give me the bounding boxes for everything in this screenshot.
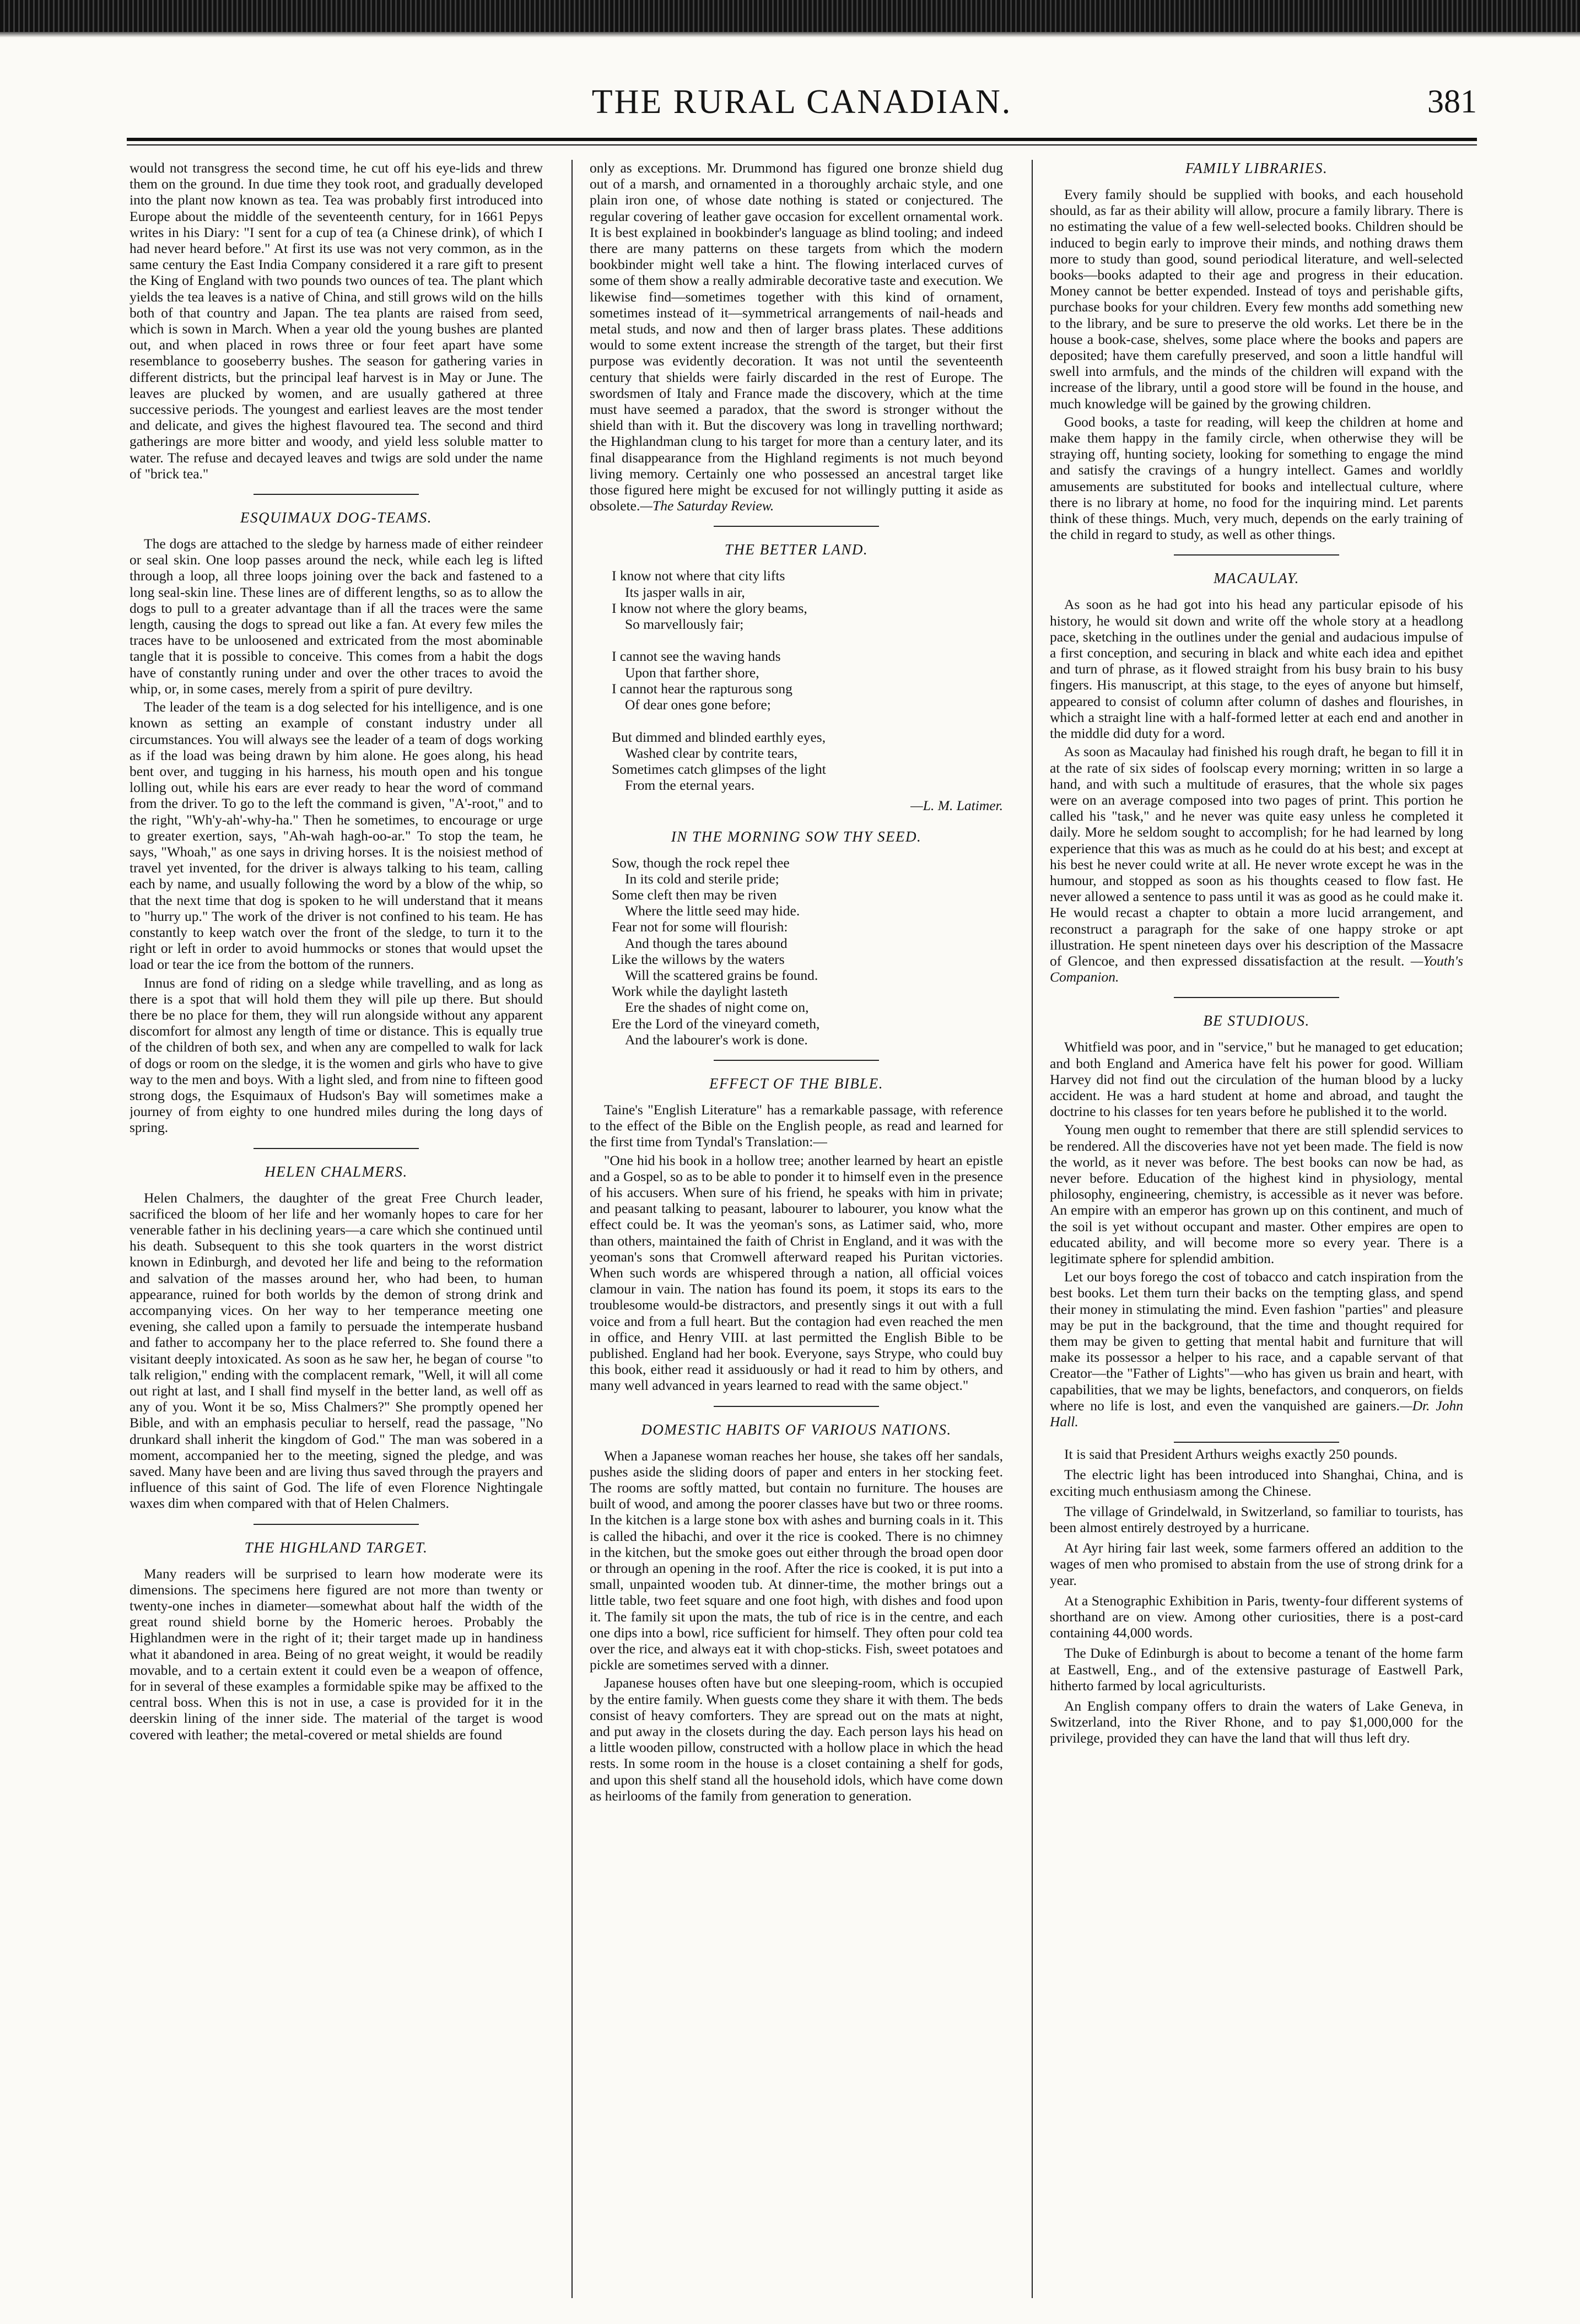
- poem-morning-sow: [612, 855, 1003, 1048]
- poem-line: Will the scattered grains be found.: [625, 967, 818, 983]
- tea-article-continuation: would not transgress the second time, he cut off his eye-lids and threw them on the ground. In due time they took root, and gradually developed into the plant now known as tea. Tea was probably first introduced into Europe about the middle of the seventeenth century, for in 1661 Pepys writes in his Diary: "I sent for a cup of tea (a Chinese drink), of which I had never heard before." At first its use was not very common, as in the same century the East India Company considered it a rare gift to present the King of England with two pounds two ounces of tea. The plant which yields the tea leaves is a native of China, and still grows wild on the hills both of that country and Japan. The tea plants are raised from seed, which is sown in March. When a year old the young bushes are planted out, and when placed in rows three or four feet apart have some resemblance to gooseberry bushes. The season for gathering varies in different districts, but the principal leaf harvest is in May or June. The leaves are plucked by women, and are usually gathered at three successive periods. The youngest and earliest leaves are the most tender and delicate, and gives the highest flavoured tea. The second and third gatherings are more bitter and woody, and yield less soluble matter to water. The refuse and decayed leaves and twigs are sold under the name of "brick tea.": [130, 160, 543, 482]
- paragraph: Young men ought to remember that there are still splendid services to be rendered. All the discoveries have not yet been made. The field is now the world, as it never was before. The best books can now be had, as never before. Education of the highest kind in physiology, mental philosophy, engineering, chemistry, is accessible as it never was before. An empire with an emperor has grown up on this continent, and much of the soil is yet without occupant and master. Other empires are open to educated ability, and will become more so every year. There is a legitimate sphere for splendid ambition.: [1050, 1121, 1463, 1266]
- poem-line: [612, 713, 1003, 729]
- poem-line: Sow, though the rock repel thee: [612, 854, 790, 871]
- paragraph: Good books, a taste for reading, will keep the children at home and make them happy in the family circle, when otherwise they will be straying off, hunting society, looking for something to engage the mind and satisfy the cravings of a hungry intellect. Games and worldly amusements are substituted for books and intellectual culture, where there is no library at home, no food for the inquiring mind. Let parents think of these things. Much, very much, depends on the early training of the child in regard to study, as well as other things.: [1050, 413, 1463, 543]
- heading-better-land: THE BETTER LAND.: [724, 541, 869, 558]
- poem-line: Some cleft then may be riven: [612, 886, 777, 903]
- poem-line: I know not where that city lifts: [612, 568, 785, 584]
- source-credit: —The Saturday Review.: [640, 498, 774, 514]
- author-credit: —Dr. John Hall.: [1050, 1397, 1463, 1430]
- news-brief: It is said that President Arthurs weighs exactly 250 pounds.: [1064, 1446, 1398, 1463]
- paragraph-text: Let our boys forego the cost of tobacco and catch inspiration from the best books. Let them turn their backs on the tempting glass, and spend their money in stimulating the mind. Even fashion "parties" and pleasure may be put in the background, that the time and thought required for them may be given to getting that mental habit and furniture that will make its possessor a helper to his race, and a capable servant of that Creator—the "Father of Lights"—who has given us brain and heart, with capabilities, that we may be lights, benefactors, and conquerors, on fields where no life is lost, and even the vanquished are gainers.: [1050, 1269, 1463, 1414]
- poem-line: And the labourer's work is done.: [625, 1031, 808, 1048]
- news-brief: At Ayr hiring fair last week, some farmers offered an addition to the wages of men who promised to abstain from the use of strong drink for a year.: [1050, 1540, 1463, 1588]
- poem-line: Where the little seed may hide.: [625, 903, 800, 919]
- paragraph: Japanese houses often have but one sleeping-room, which is occupied by the entire family. When guests come they share it with them. The beds consist of heavy comforters. They are spread out on the mats at night, and put away in the closets during the day. Each person lays his head on a little wooden pillow, constructed with a hollow place in which the head rests. In some room in the house is a closet containing a shelf for gods, and upon this shelf stand all the household idols, which have come down as heirlooms of the family from generation to generation.: [590, 1675, 1003, 1804]
- source-credit: —Youth's Companion.: [1050, 952, 1463, 985]
- heading-highland-target: THE HIGHLAND TARGET.: [244, 1539, 428, 1556]
- heading-family-libraries: FAMILY LIBRARIES.: [1185, 160, 1328, 176]
- article-separator: [714, 526, 879, 527]
- poem-line: [612, 632, 1003, 648]
- poem-line: I know not where the glory beams,: [612, 600, 807, 616]
- article-separator: [1174, 1442, 1339, 1443]
- poem-line: I cannot see the waving hands: [612, 648, 781, 665]
- paragraph: Every family should be supplied with books, and each household should, as far as their ability will allow, procure a family library. There is no estimating the value of a few well-selected books. Children should be induced to begin early to improve their minds, and nothing draws them more to study than good, sound periodical literature, and well-selected books—books adapted to their age and progress in their education. Money cannot be better expended. Instead of toys and perishable gifts, purchase books for your children. Every few months add something new to the library, and be sure to preserve the old works. Let there be in the house a book-case, shelves, some place where the books and papers are deposited; have them carefully preserved, and soon a little handful will swell into armfuls, and the minds of the children will expand with the increase of the library, until a good store will be found in the house, and much knowledge will be gained by the growing children.: [1050, 186, 1463, 412]
- paragraph: Helen Chalmers, the daughter of the great Free Church leader, sacrificed the bloom of her life and her womanly hopes to care for her venerable father in his declining years—a care which she continued until his death. Subsequent to this she took quarters in the worst district known in Edinburgh, and devoted her life and being to the reformation and salvation of the masses around her, who had been, to human appearance, ruined for both worlds by the demon of strong drink and accompanying vices. On her way to her temperance meeting one evening, she called upon a family to persuade the intemperate husband and father to accompany her to the place referred to. She found there a visitant deeply intoxicated. As soon as he saw her, he began of course "to talk religion," ending with the complacent remark, "Well, it will all come out right at last, and I shall find myself in the better land, as well off as any of you. Wont it be so, Miss Chalmers?" She promptly opened her Bible, and with an emphasis peculiar to herself, read the passage, "No drunkard shall inherit the kingdom of God." The man was sobered in a moment, accompanied her to the meeting, signed the pledge, and was saved. Many have been and are living thus saved through the prayers and influence of this saint of God. The life of even Florence Nightingale waxes dim when compared with that of Helen Chalmers.: [130, 1189, 543, 1512]
- heading-morning-sow: IN THE MORNING SOW THY SEED.: [671, 828, 922, 845]
- news-brief: The village of Grindelwald, in Switzerland, so familiar to tourists, has been almost entirely destroyed by a hurricane.: [1050, 1503, 1463, 1536]
- column-2: [590, 160, 1003, 2298]
- poem-line: And though the tares abound: [625, 935, 788, 951]
- article-separator: [254, 1524, 419, 1525]
- poem-line: Like the willows by the waters: [612, 951, 785, 967]
- paragraph: [1050, 743, 1463, 985]
- poem-line: Washed clear by contrite tears,: [625, 745, 798, 761]
- news-brief: At a Stenographic Exhibition in Paris, twenty-four different systems of shorthand are on view. Among other curiosities, there is a post-card containing 44,000 words.: [1050, 1592, 1463, 1641]
- newspaper-title: THE RURAL CANADIAN.: [591, 83, 1012, 121]
- article-separator: [714, 1406, 879, 1407]
- news-brief: An English company offers to drain the waters of Lake Geneva, in Switzerland, into the River Rhone, and to pay $1,000,000 for the privilege, provided they can have the land that will thus left dry.: [1050, 1698, 1463, 1746]
- poem-line: I cannot hear the rapturous song: [612, 680, 792, 697]
- paragraph: Taine's "English Literature" has a remarkable passage, with reference to the effect of the Bible on the English people, as read and learned for the first time from Tyndal's Translation:—: [590, 1101, 1003, 1150]
- masthead-rule: [127, 138, 1477, 141]
- heading-esquimaux-dog-teams: ESQUIMAUX DOG-TEAMS.: [240, 509, 432, 526]
- paragraph: [1050, 1269, 1463, 1430]
- column-3: [1050, 160, 1463, 2298]
- scan-top-border: [0, 0, 1580, 32]
- paragraph-text: only as exceptions. Mr. Drummond has figured one bronze shield dug out of a marsh, and ornamented in a thoroughly archaic style, and one plain iron one, of whose date nothing is stated or conjectured. The regular covering of leather gave occasion for excellent ornamental work. It is best explained in bookbinder's language as blind tooling; and indeed there are many patterns on these targets from which the modern bookbinder might well take a hint. The flowing interlaced curves of some of them show a really admirable decorative taste and execution. We likewise find—sometimes together with this kind of ornament, sometimes instead of it—symmetrical arrangements of nail-heads and metal studs, and now and then of larger brass plates. These additions would to some extent increase the strength of the target, but their first purpose was evidently decoration. It was not until the seventeenth century that shields were fairly discarded in the rest of Europe. The swordsmen of Italy and France made the discovery, which at the time must have seemed a paradox, that the sword is stronger without the shield than with it. But the discovery was long in travelling northward; the Highlandman clung to his target for more than a century later, and its final disappearance from the Highland regiments is not much beyond living memory. Certainly one who possessed an ancestral target like those figured here might be excused for not willingly putting it aside as obsolete.: [590, 160, 1003, 514]
- heading-helen-chalmers: HELEN CHALMERS.: [265, 1163, 408, 1180]
- paragraph: When a Japanese woman reaches her house, she takes off her sandals, pushes aside the sliding doors of paper and enters in her stocking feet. The rooms are softly matted, but contain no furniture. The houses are built of wood, and among the poorer classes have but two or three rooms. In the kitchen is a large stone box with ashes and burning coals in it. This is called the hibachi, and over it the rice is cooked. There is no chimney in the kitchen, but the smoke goes out either through the broad open door or through an opening in the roof. After the rice is cooked, it is put into a small, unpainted wooden tub. At dinner-time, the mother brings out a little table, two feet square and one foot high, with dishes and food upon it. The family sit upon the mats, the tub of rice is in the centre, and each one dips into a bowl, rice sufficient for himself. They often pour cold tea over the rice, and always eat it with chop-sticks. Fish, sweet potatoes and pickle are sometimes served with a dinner.: [590, 1447, 1003, 1673]
- article-separator: [714, 1060, 879, 1061]
- paragraph: Many readers will be surprised to learn how moderate were its dimensions. The specimens here figured are not more than twenty or twenty-one inches in diameter—somewhat about half the width of the great round shield borne by the Homeric heroes. Probably the Highlandmen were in the right of it; their target made up in handiness what it abandoned in area. Being of no great weight, it would be readily movable, and to a certain extent it could even be a weapon of offence, for in several of these examples a formidable spike may be affixed to the central boss. When this is not in use, a case is provided for it in the deerskin lining of the inner side. The material of the target is wood covered with leather; the metal-covered or metal shields are found: [130, 1565, 543, 1743]
- poem-line: Its jasper walls in air,: [625, 584, 745, 600]
- poem-line: But dimmed and blinded earthly eyes,: [612, 729, 826, 745]
- paragraph: Innus are fond of riding on a sledge while travelling, and as long as there is a spot that will hold them they will pile up there. But should there be no place for them, they will run alongside without any apparent discomfort for almost any length of time or distance. This is equally true of the children of both sex, and when any are compelled to walk for lack of dogs or room on the sledge, it is the women and girls who have to give way to the men and boys. With a light sled, and from nine to fifteen good strong dogs, the Esquimaux of Hudson's Bay will sometimes make a journey of from eighty to one hundred miles during the long days of spring.: [130, 974, 543, 1136]
- heading-domestic-habits: DOMESTIC HABITS OF VARIOUS NATIONS.: [641, 1421, 952, 1438]
- poem-author: —L. M. Latimer.: [910, 797, 1003, 814]
- masthead: [127, 83, 1477, 132]
- poem-line: Ere the shades of night come on,: [625, 999, 809, 1016]
- article-separator: [254, 1148, 419, 1149]
- poem-line: So marvellously fair;: [625, 616, 744, 633]
- column-1: [130, 160, 543, 2298]
- page-number: 381: [1427, 83, 1477, 120]
- poem-line: Fear not for some will flourish:: [612, 919, 788, 935]
- article-separator: [254, 494, 419, 495]
- poem-line: Of dear ones gone before;: [625, 697, 771, 713]
- poem-line: Upon that farther shore,: [625, 664, 759, 681]
- poem-line: Sometimes catch glimpses of the light: [612, 761, 826, 777]
- column-divider: [1032, 160, 1033, 2298]
- news-brief: The Duke of Edinburgh is about to become a tenant of the home farm at Eastwell, Eng., and of the extensive pasturage of Eastwell Park, hitherto farmed by local agriculturists.: [1050, 1645, 1463, 1694]
- poem-line: Ere the Lord of the vineyard cometh,: [612, 1015, 820, 1032]
- poem-better-land: [612, 568, 1003, 793]
- news-brief: The electric light has been introduced into Shanghai, China, and is exciting much enthusiasm among the Chinese.: [1050, 1466, 1463, 1499]
- paragraph-text: As soon as Macaulay had finished his rough draft, he began to fill it in at the rate of six sides of foolscap every morning; written in so large a hand, and with such a multitude of erasures, that the whole six pages were on an average composed into two pages of print. This portion he called his "task," and he never was quite easy unless he completed it daily. More he seldom sought to accomplish; for he had learned by long experience that this was as much as he could do at his best; and except at his best he never could write at all. He never wrote except he was in the humour, and stopped as soon as his thoughts ceased to flow fast. He never allowed a sentence to pass until it was as good as he could make it. He would recast a chapter to obtain a more lucid arrangement, and reconstruct a paragraph for the sake of one happy stroke or apt illustration. He spent nineteen days over his description of the Massacre of Glencoe, and then expressed dissatisfaction at the result.: [1050, 743, 1463, 969]
- heading-macaulay: MACAULAY.: [1214, 570, 1299, 587]
- poem-line: Work while the daylight lasteth: [612, 983, 788, 1000]
- paragraph: As soon as he had got into his head any particular episode of his history, he would sit down and write off the whole story at a headlong pace, sketching in the outlines under the genial and audacious impulse of a first conception, and securing in black and white each idea and epithet and turn of phrase, as it flowed straight from his busy brain to his busy fingers. His manuscript, at this stage, to the eyes of anyone but himself, appeared to consist of column after column of dashes and flourishes, in which a straight line with a half-formed letter at each end and another in the middle did duty for a word.: [1050, 596, 1463, 742]
- article-separator: [1174, 554, 1339, 556]
- paragraph: The dogs are attached to the sledge by harness made of either reindeer or seal skin. One loop passes around the neck, while each leg is lifted through a loop, all three loops joining over the back and fastened to a long seal-skin line. These lines are of different lengths, so as to allow the dogs to pull to a greater advantage than if all the traces were the same length, causing the dogs to spread out like a fan. At every few miles the traces have to be unloosened and extricated from the most abominable tangle that it is possible to conceive. This comes from a habit the dogs have of constantly runing under and over the other traces to avoid the whip, or, in some cases, merely from a spirit of pure deviltry.: [130, 536, 543, 697]
- heading-effect-of-bible: EFFECT OF THE BIBLE.: [709, 1075, 883, 1092]
- paragraph: The leader of the team is a dog selected for his intelligence, and is one known as setting an example of constant industry under all circumstances. You will always see the leader of a team of dogs working as if the load was being drawn by him alone. He goes along, his head bent over, and tugging in his harness, his mouth open and his tongue lolling out, while his ears are ever ready to hear the word of command from the driver. To go to the left the command is given, "A'-root," and to the right, "Wh'y-ah'-why-ha." Then he sometimes, to encourage or urge to greater exertion, says, "Ah-wah hagh-oo-ar." To stop the team, he says, "Whoah," as one says in driving horses. It is the noisiest method of travel yet invented, for the driver is always talking to his team, calling each by name, and usually following the word by a blow of the whip, so that the next time that dog is spoken to he will understand that it means to "hurry up." The work of the driver is not confined to his team. He has constantly to keep watch over the front of the sledge, to turn it to the right or left in order to avoid hummocks or stones that would upset the load or tear the ice from the bottom of the runners.: [130, 699, 543, 973]
- paragraph: "One hid his book in a hollow tree; another learned by heart an epistle and a Gospel, so as to be able to ponder it to himself even in the presence of his accusers. When sure of his friend, he speaks with him in private; and peasant talking to peasant, labourer to labourer, you know what the effect could be. It was the yeoman's sons, as Latimer said, who, more than others, maintained the faith of Christ in England, and it was with the yeoman's sons that Cromwell afterward reaped his Puritan victories. When such words are whispered through a nation, all official voices clamour in vain. The nation has found its poem, it stops its ears to the troublesome would-be distractors, and presently sings it out with a full voice and from a full heart. But the contagion had even reached the men in office, and Henry VIII. at last permitted the English Bible to be published. England had her book. Everyone, says Strype, who could buy this book, either read it assiduously or had it read to him by others, and many well advanced in years learned to read with the same object.": [590, 1152, 1003, 1394]
- heading-be-studious: BE STUDIOUS.: [1203, 1012, 1310, 1029]
- masthead-rule-thin: [127, 144, 1477, 145]
- article-separator: [1174, 997, 1339, 998]
- highland-target-continuation: [590, 160, 1003, 514]
- news-briefs: [1050, 1446, 1463, 1746]
- column-divider: [571, 160, 573, 2298]
- scan-top-edge: [0, 32, 1580, 37]
- paragraph: Whitfield was poor, and in "service," but he managed to get education; and both England and America have felt his power for good. William Harvey did not find out the circulation of the human blood by a lucky accident. He was a hard student at home and abroad, and taught the doctrine to his classes for ten years before he published it to the world.: [1050, 1039, 1463, 1120]
- poem-line: From the eternal years.: [625, 777, 755, 794]
- poem-line: In its cold and sterile pride;: [625, 870, 779, 887]
